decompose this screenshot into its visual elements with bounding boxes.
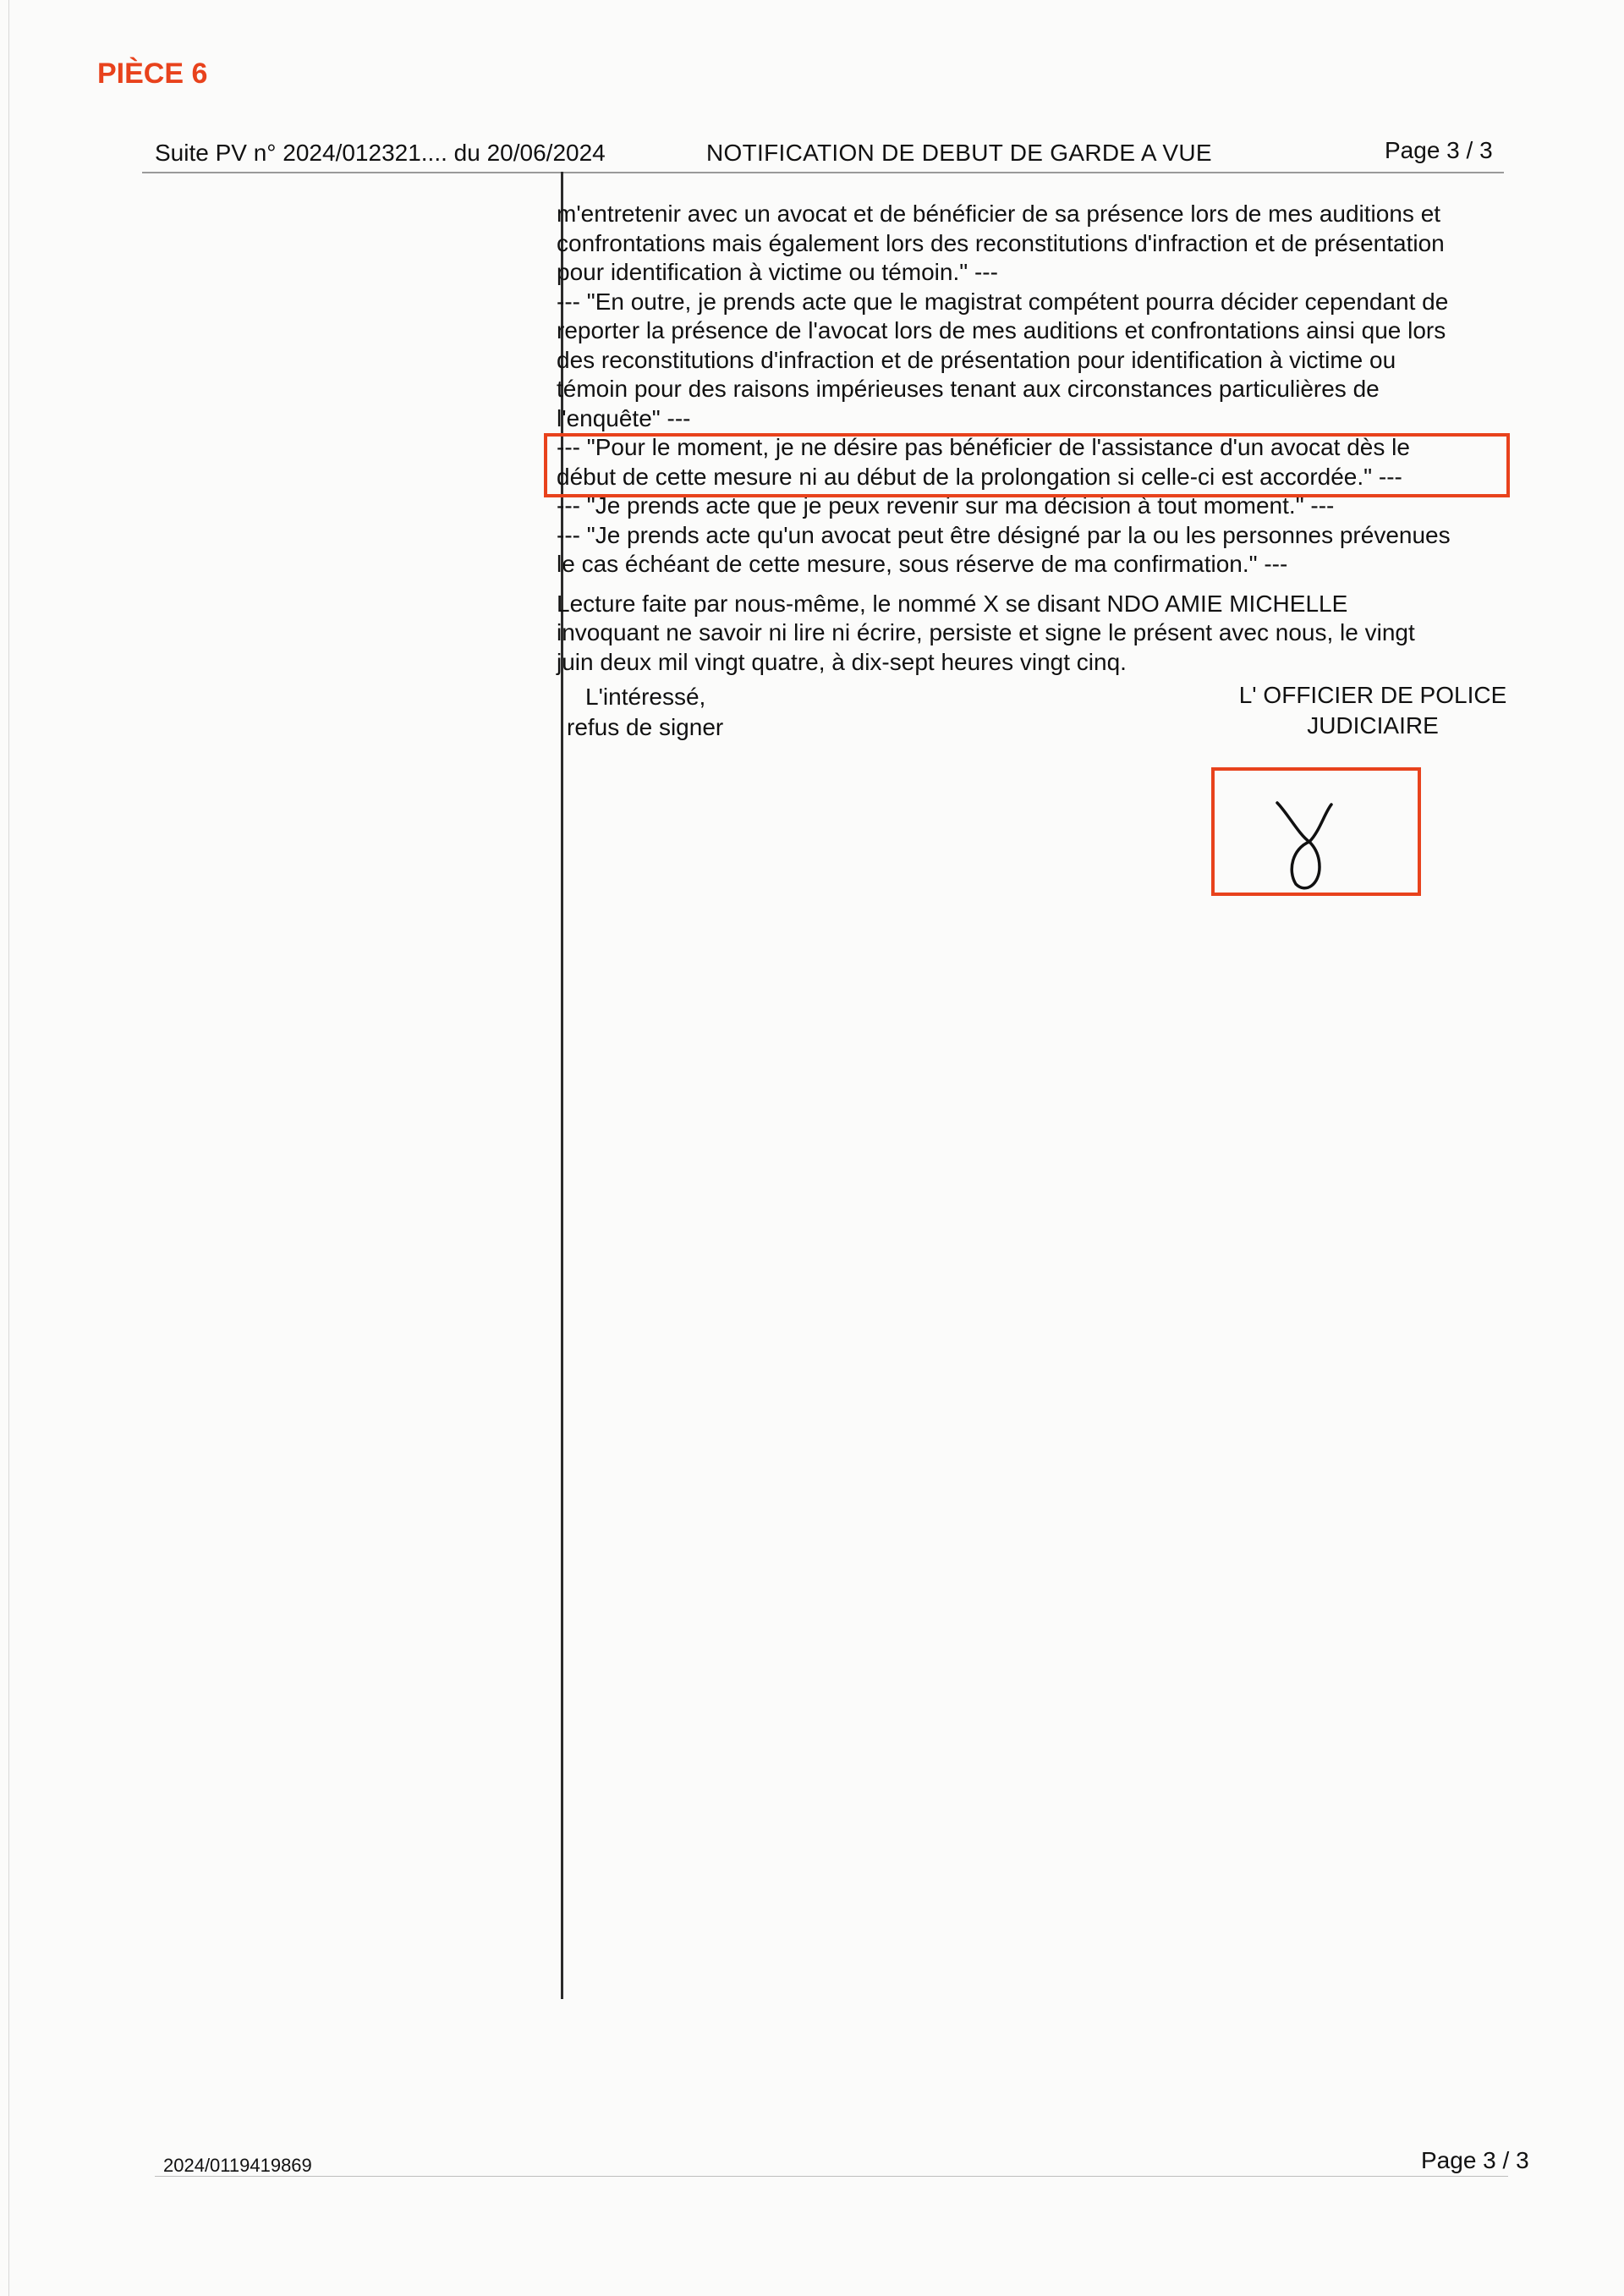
officer-title-line2: JUDICIAIRE — [1307, 712, 1439, 739]
highlighted-body-line: début de cette mesure ni au début de la prolongation si celle-ci est accordée." --- — [557, 463, 1402, 490]
body-line: le cas échéant de cette mesure, sous réserve de ma confirmation." --- — [557, 551, 1288, 577]
handwritten-signature-icon — [1215, 771, 1424, 899]
signature-refusal-note: refus de signer — [567, 714, 724, 740]
footer-reference: 2024/0119419869 — [163, 2155, 312, 2176]
page-edge — [8, 0, 9, 2296]
footer-rule — [155, 2176, 1508, 2177]
closing-line: Lecture faite par nous-même, le nommé X se disant NDO AMIE MICHELLE — [557, 590, 1348, 617]
highlight-annotation-box — [544, 433, 1510, 497]
header-document-title: NOTIFICATION DE DEBUT DE GARDE A VUE — [706, 140, 1212, 166]
signature-block-interesse — [567, 682, 723, 743]
closing-line: juin deux mil vingt quatre, à dix-sept heures vingt cinq. — [557, 648, 1127, 675]
header-rule — [142, 172, 1504, 173]
header-pv-reference: Suite PV n° 2024/012321.... du 20/06/2024 — [155, 140, 606, 166]
header-page-number: Page 3 / 3 — [1385, 137, 1493, 163]
footer-page-number: Page 3 / 3 — [1421, 2147, 1529, 2173]
signature-block-officer — [1221, 680, 1525, 741]
closing-line: invoquant ne savoir ni lire ni écrire, persiste et signe le présent avec nous, le vingt — [557, 619, 1415, 645]
paragraph-gap — [557, 579, 1529, 590]
body-line: m'entretenir avec un avocat et de bénéficier de sa présence lors de mes auditions et — [557, 200, 1441, 227]
signature-interesse-label: L'intéressé, — [585, 684, 706, 710]
highlighted-body-line: --- "Pour le moment, je ne désire pas bénéficier de l'assistance d'un avocat dès le — [557, 434, 1410, 460]
body-line: --- "Je prends acte que je peux revenir sur ma décision à tout moment." --- — [557, 492, 1335, 519]
body-line: l'enquête" --- — [557, 404, 691, 431]
body-line: --- "En outre, je prends acte que le magistrat compétent pourra décider cependant de — [557, 288, 1449, 315]
signature-annotation-box — [1211, 767, 1421, 896]
piece-label: PIÈCE 6 — [97, 58, 208, 90]
body-line: des reconstitutions d'infraction et de présentation pour identification à victime ou — [557, 346, 1396, 373]
body-line: témoin pour des raisons impérieuses tenant aux circonstances particulières de — [557, 376, 1380, 402]
body-line: confrontations mais également lors des reconstitutions d'infraction et de présentation — [557, 229, 1445, 256]
body-line: pour identification à victime ou témoin." --- — [557, 259, 998, 285]
officer-title-line1: L' OFFICIER DE POLICE — [1238, 682, 1507, 708]
body-line: reporter la présence de l'avocat lors de mes auditions et confrontations ainsi que lors — [557, 317, 1446, 343]
body-line: --- "Je prends acte qu'un avocat peut être désigné par la ou les personnes prévenues — [557, 521, 1451, 548]
